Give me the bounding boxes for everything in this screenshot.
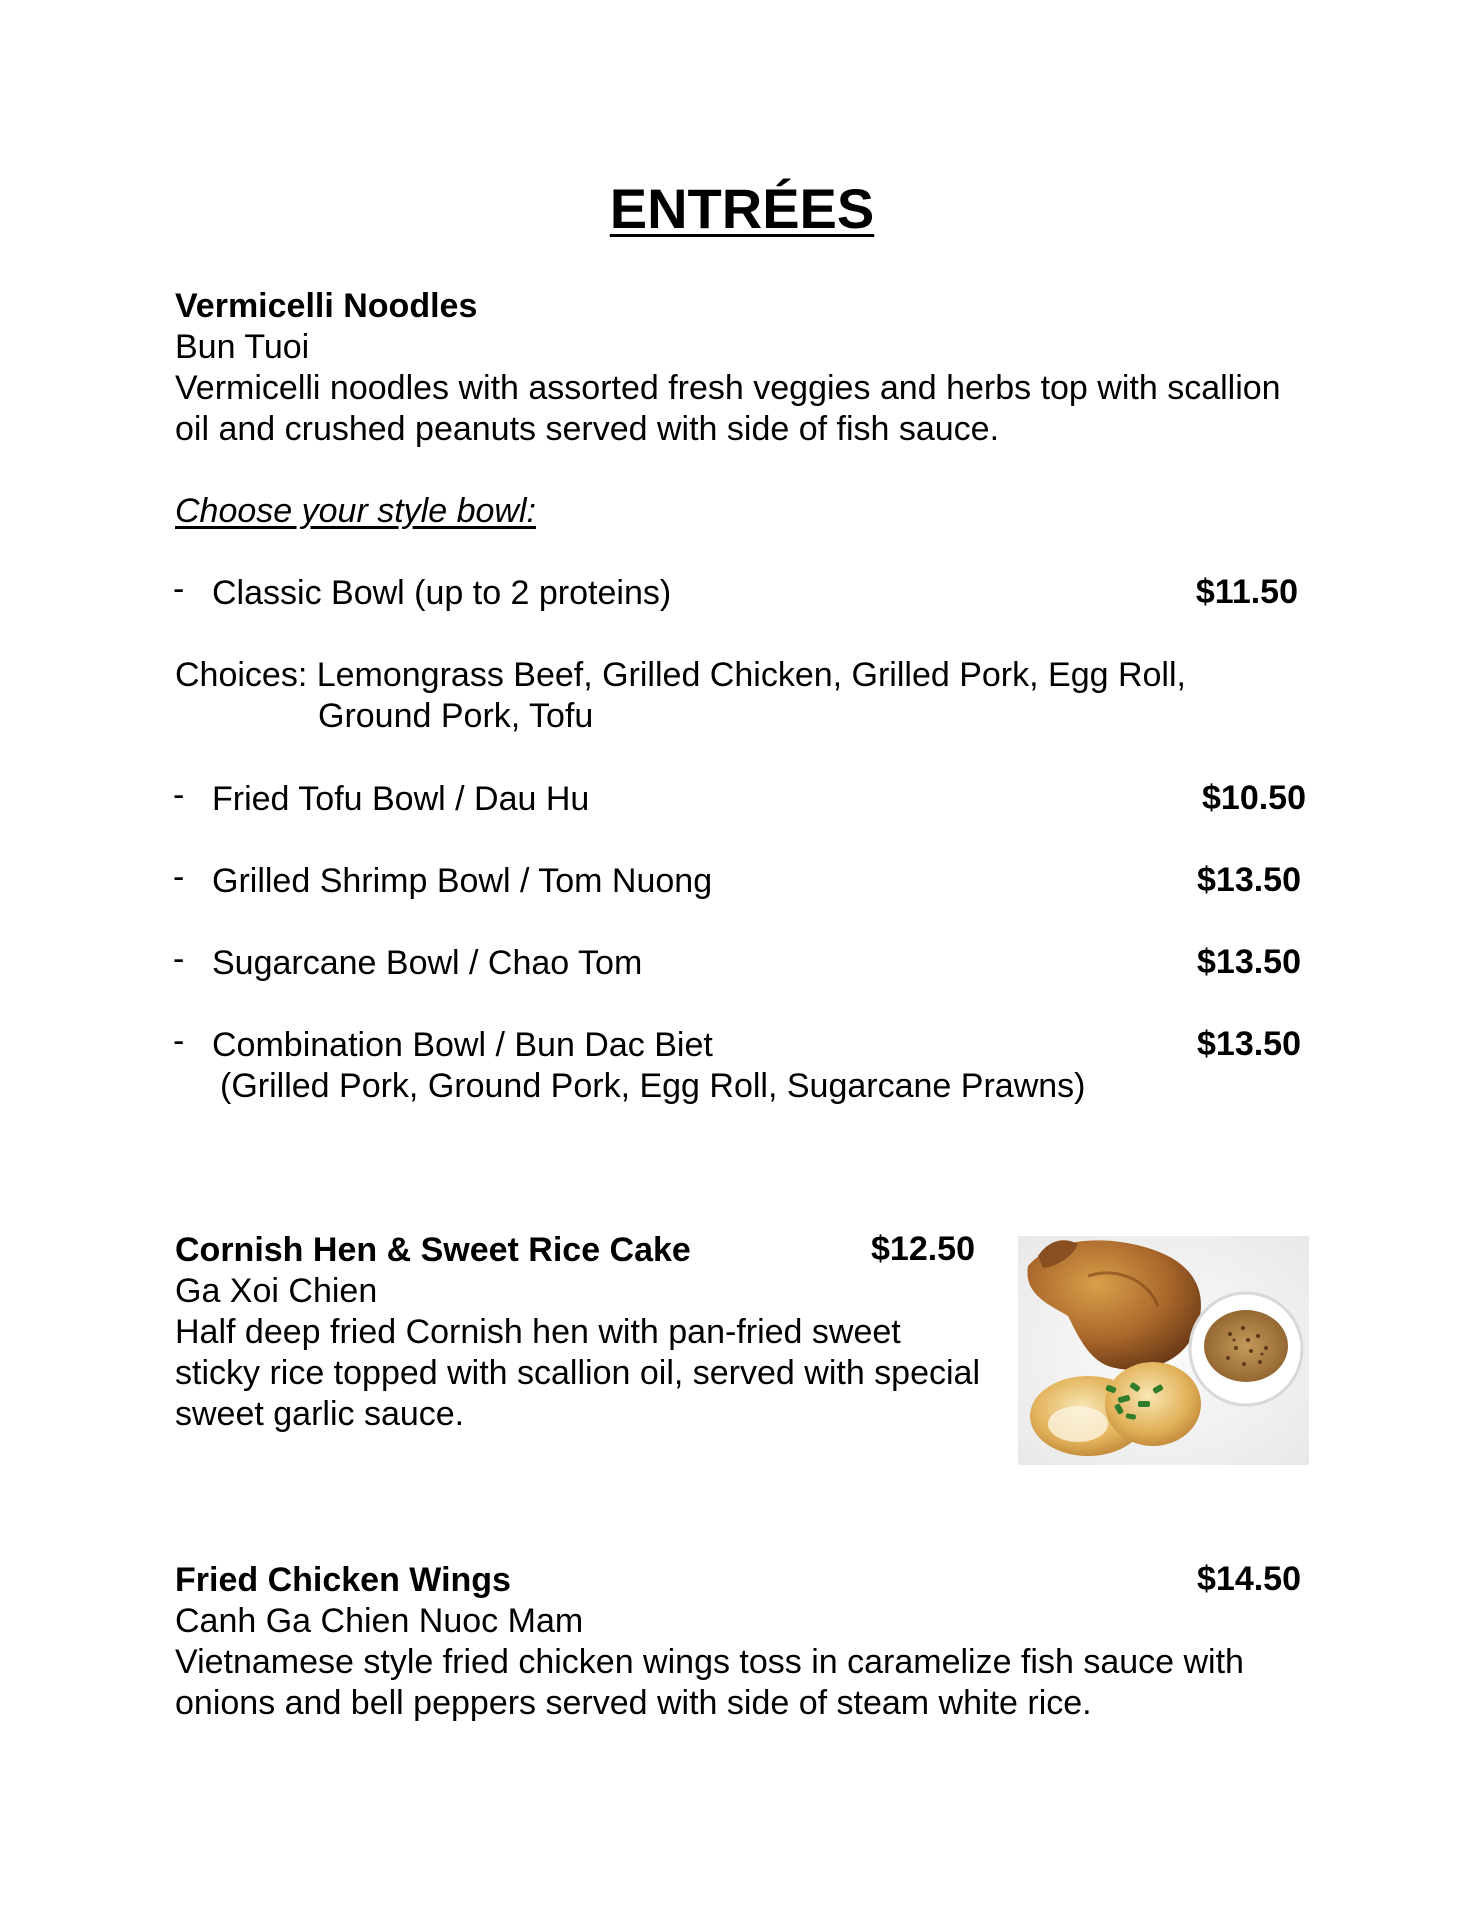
cornish-description-line: sticky rice topped with scallion oil, served with special [175, 1354, 981, 1392]
wings-description-line: Vietnamese style fried chicken wings toss in caramelize fish sauce with [175, 1643, 1244, 1681]
vermicelli-description-line: Vermicelli noodles with assorted fresh veggies and herbs top with scallion [175, 369, 1281, 407]
wings-price: $14.50 [1197, 1560, 1301, 1598]
menu-item-price: $13.50 [1197, 943, 1301, 981]
bullet-dash: - [173, 858, 185, 896]
page-title: ENTRÉES [609, 177, 875, 240]
choices-line: Ground Pork, Tofu [318, 697, 594, 735]
menu-item-label: Classic Bowl (up to 2 proteins) [212, 574, 672, 612]
bullet-dash: - [173, 1022, 185, 1060]
menu-item-price: $11.50 [1195, 573, 1298, 611]
cornish-description-line: sweet garlic sauce. [175, 1395, 465, 1433]
wings-name: Fried Chicken Wings [175, 1561, 511, 1599]
cornish-vietnamese-name: Ga Xoi Chien [175, 1272, 378, 1310]
bullet-dash: - [173, 940, 185, 978]
wings-vietnamese-name: Canh Ga Chien Nuoc Mam [175, 1602, 584, 1640]
menu-item-price: $13.50 [1197, 861, 1301, 899]
cornish-description-line: Half deep fried Cornish hen with pan-fried sweet [175, 1313, 901, 1351]
menu-item-label: Grilled Shrimp Bowl / Tom Nuong [212, 862, 713, 900]
vermicelli-description-line: oil and crushed peanuts served with side of fish sauce. [175, 410, 1000, 448]
cornish-price: $12.50 [871, 1230, 975, 1268]
choices-line: Choices: Lemongrass Beef, Grilled Chicken, Grilled Pork, Egg Roll, [175, 656, 1186, 694]
choose-style-label: Choose your style bowl: [175, 492, 536, 530]
vermicelli-vietnamese-name: Bun Tuoi [175, 328, 310, 366]
menu-item-label: Sugarcane Bowl / Chao Tom [212, 944, 643, 982]
menu-item-label: Fried Tofu Bowl / Dau Hu [212, 780, 590, 818]
bullet-dash: - [173, 570, 185, 608]
wings-description-line: onions and bell peppers served with side of steam white rice. [175, 1684, 1092, 1722]
menu-item-label: Combination Bowl / Bun Dac Biet [212, 1026, 713, 1064]
menu-item-sub: (Grilled Pork, Ground Pork, Egg Roll, Sugarcane Prawns) [220, 1067, 1086, 1105]
cornish-name: Cornish Hen & Sweet Rice Cake [175, 1231, 691, 1269]
food-photo-icon [1018, 1236, 1309, 1465]
menu-item-price: $10.50 [1202, 779, 1306, 817]
bullet-dash: - [173, 776, 185, 814]
menu-item-price: $13.50 [1197, 1025, 1301, 1063]
vermicelli-name: Vermicelli Noodles [175, 287, 478, 325]
